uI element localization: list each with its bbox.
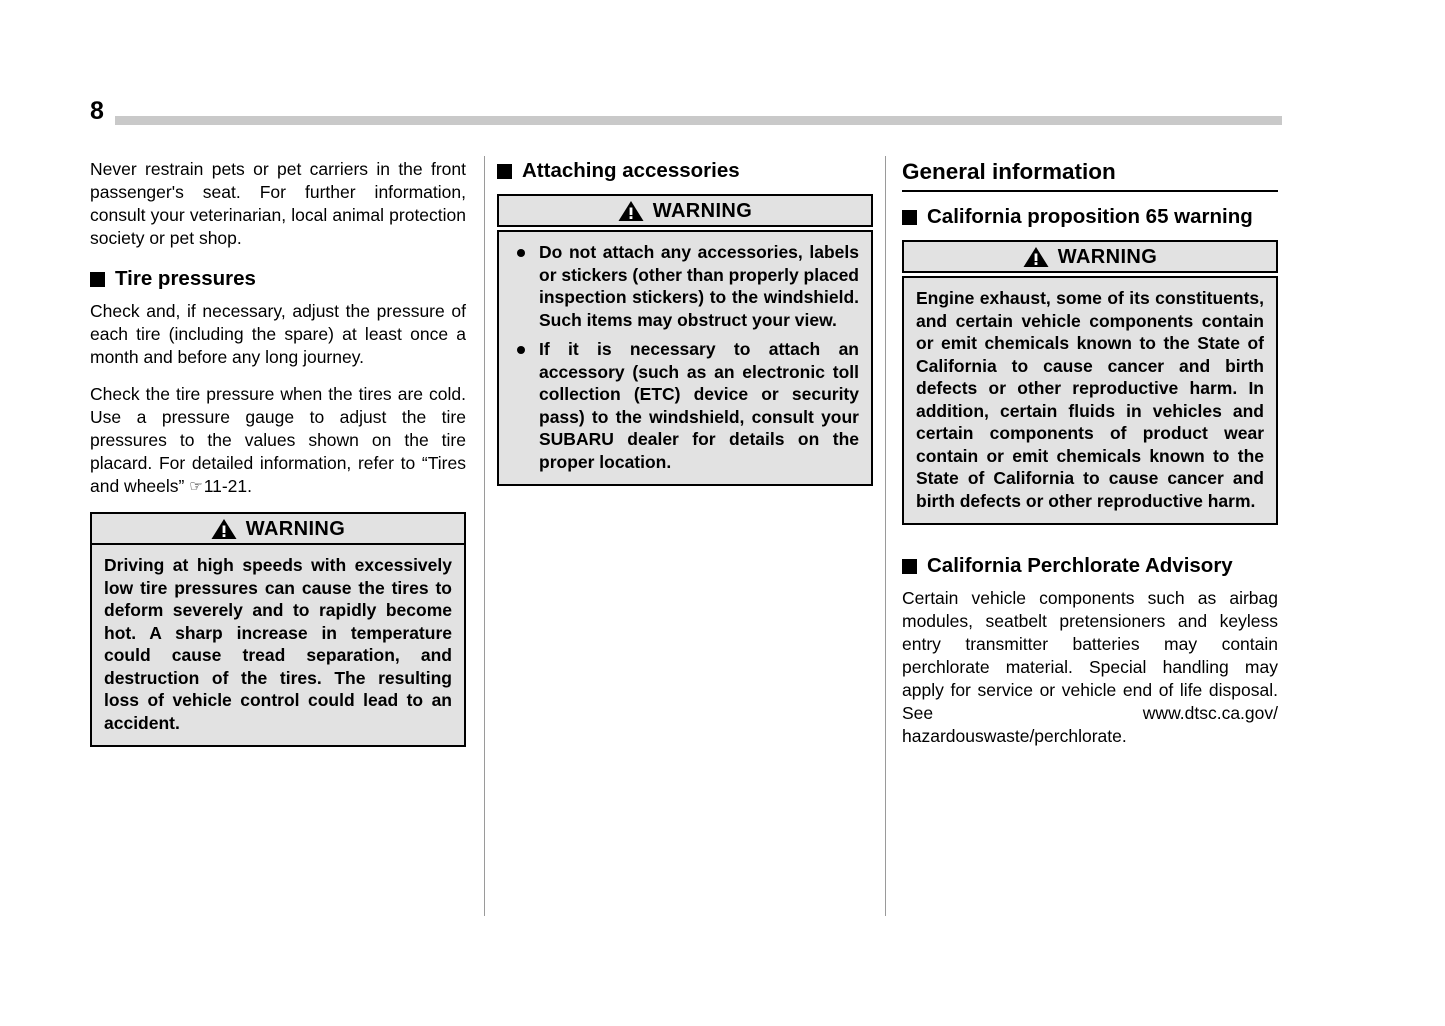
section-heading-label: California Perchlorate Advisory (927, 554, 1233, 577)
section-heading-tire-pressures (90, 266, 466, 292)
square-bullet-icon (902, 559, 917, 574)
tire-pressures-paragraph-1: Check and, if necessary, adjust the pressure of each tire (including the spare) at least once a month and before any long journey. (90, 301, 466, 367)
pointing-hand-icon: ☞ (189, 478, 203, 495)
warning-list-item-text: If it is necessary to attach an accessory (such as an electronic toll collection (ETC) device or security pass) to the windshield, consult your SUBARU dealer for details on the proper location. (539, 339, 859, 472)
section-heading-label: Tire pressures (115, 267, 256, 290)
warning-list-item (511, 338, 859, 473)
column-right (902, 158, 1278, 748)
warning-title: WARNING (245, 517, 346, 540)
warning-bullet-list (511, 241, 859, 473)
bullet-dot-icon (517, 249, 525, 257)
warning-body-text: Driving at high speeds with excessively low tire pressures can cause the tires to deform severely and to rapidly become hot. A sharp increase in temperature could cause tread separation, and destruction of the tires. The resulting loss of vehicle control could lead to an accident. (104, 555, 452, 733)
section-heading-label: Attaching accessories (522, 159, 740, 182)
warning-box-body (90, 545, 466, 747)
warning-title: WARNING (1057, 245, 1158, 268)
square-bullet-icon (497, 164, 512, 179)
tire-pressures-paragraph-2-text: Check the tire pressure when the tires are cold. Use a pressure gauge to adjust the tire pressures to the values shown on the tire placard. For detailed information, refer to “Tires and wheels” (90, 384, 466, 496)
warning-title: WARNING (652, 199, 753, 222)
warning-box-header (497, 194, 873, 227)
header-rule (115, 116, 1282, 125)
warning-body-text: Engine exhaust, some of its constituents, and certain vehicle components contain or emit chemicals known to the State of California to cause cancer and birth defects or other reproductive harm. In addition, certain fluids in vehicles and certain components of product wear contain or emit chemicals known to the State of California to cause cancer and birth defects or other reproductive harm. (916, 288, 1264, 511)
warning-box-header (902, 240, 1278, 273)
cross-reference-target[interactable]: 11-21. (203, 476, 253, 496)
section-heading-prop65 (902, 204, 1278, 230)
square-bullet-icon (90, 272, 105, 287)
page-header (90, 98, 1282, 128)
warning-box-tire-pressure (90, 512, 466, 747)
warning-box-body (497, 230, 873, 486)
warning-list-item (511, 241, 859, 331)
major-section-heading-label: General information (902, 159, 1116, 184)
tire-pressures-paragraph-2 (90, 383, 466, 498)
major-section-rule (902, 190, 1278, 192)
bullet-dot-icon (517, 346, 525, 354)
warning-list-item-text: Do not attach any accessories, labels or stickers (other than properly placed inspection stickers) to the windshield. Such items may obstruct your view. (539, 242, 859, 330)
perchlorate-paragraph: Certain vehicle components such as airbag modules, seatbelt pretensioners and keyless entry transmitter batteries may contain perchlorate material. Special handling may apply for service or vehicle end of life disposal. See www.dtsc.ca.gov/ hazardouswaste/perchlorate. (902, 588, 1278, 746)
section-heading-label: California proposition 65 warning (927, 205, 1253, 228)
column-divider-left (484, 156, 485, 916)
warning-box-body (902, 276, 1278, 525)
intro-paragraph: Never restrain pets or pet carriers in the front passenger's seat. For further information, consult your veterinarian, local animal protection society or pet shop. (90, 159, 466, 248)
column-middle (497, 158, 873, 486)
warning-triangle-icon (211, 518, 237, 540)
warning-box-attaching-accessories (497, 194, 873, 486)
section-heading-perchlorate (902, 553, 1278, 579)
square-bullet-icon (902, 210, 917, 225)
warning-box-prop65 (902, 240, 1278, 525)
major-section-heading (902, 158, 1278, 192)
column-left (90, 158, 466, 747)
warning-triangle-icon (1023, 246, 1049, 268)
column-divider-right (885, 156, 886, 916)
section-heading-attaching-accessories (497, 158, 873, 184)
warning-triangle-icon (618, 200, 644, 222)
warning-box-header (90, 512, 466, 545)
page-number: 8 (90, 97, 104, 125)
